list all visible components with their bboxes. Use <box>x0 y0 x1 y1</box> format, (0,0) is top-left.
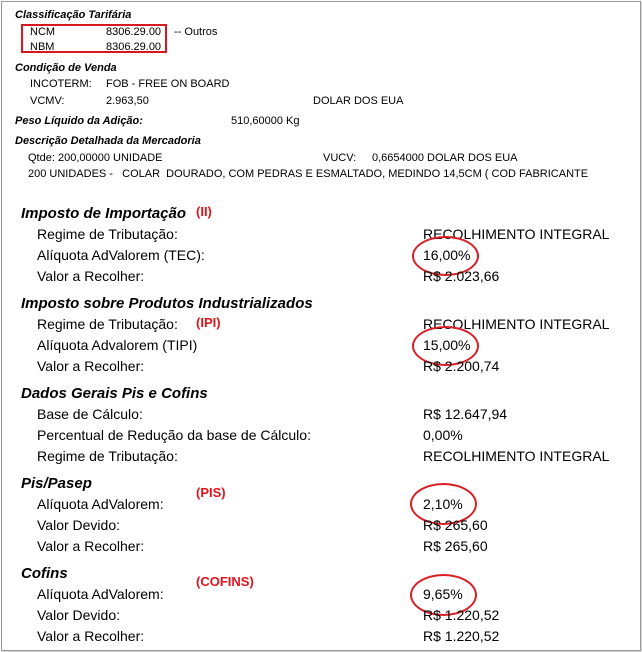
ncm-label: NCM <box>30 26 56 38</box>
base-calculo-label: Base de Cálculo: <box>37 406 143 422</box>
dados-gerais-title: Dados Gerais Pis e Cofins <box>21 385 208 402</box>
incoterm-value: FOB - FREE ON BOARD <box>106 78 230 90</box>
incoterm-label: INCOTERM: <box>30 78 92 90</box>
ipi-regime-label: Regime de Tributação: <box>37 316 178 332</box>
document-page <box>1 1 641 651</box>
peso-label: Peso Líquido da Adição: <box>15 115 143 127</box>
cofins-aliquota-label: Alíquota AdValorem: <box>37 586 164 602</box>
ipi-aliquota-label: Alíquota Advalorem (TIPI) <box>37 337 198 353</box>
ipi-recolher-value: R$ 2.200,74 <box>423 358 500 374</box>
cofins-aliquota-value: 9,65% <box>423 586 463 602</box>
descricao-title: Descrição Detalhada da Mercadoria <box>15 135 201 147</box>
percentual-reducao-value: 0,00% <box>423 427 463 443</box>
pis-recolher-value: R$ 265,60 <box>423 538 488 554</box>
peso-value: 510,60000 Kg <box>231 115 300 127</box>
pis-devido-label: Valor Devido: <box>37 517 121 533</box>
ii-regime-value: RECOLHIMENTO INTEGRAL <box>423 226 610 242</box>
ipi-tag: (IPI) <box>196 315 221 330</box>
descricao-qtde: Qtde: 200,00000 UNIDADE <box>28 152 163 164</box>
cofins-title: Cofins <box>21 565 68 582</box>
condicao-title: Condição de Venda <box>15 62 117 74</box>
cofins-recolher-label: Valor a Recolher: <box>37 628 145 644</box>
ncm-value: 8306.29.00 <box>106 26 162 38</box>
vcmv-value: 2.963,50 <box>106 95 149 107</box>
cofins-tag: (COFINS) <box>196 574 254 589</box>
dados-regime-value: RECOLHIMENTO INTEGRAL <box>423 448 610 464</box>
vucv-label: VUCV: <box>323 152 357 164</box>
nbm-value: 8306.29.00 <box>106 41 162 53</box>
ii-regime-label: Regime de Tributação: <box>37 226 178 242</box>
ipi-aliquota-value: 15,00% <box>423 337 471 353</box>
cofins-devido-value: R$ 1.220,52 <box>423 607 500 623</box>
pis-aliquota-label: Alíquota AdValorem: <box>37 496 164 512</box>
percentual-reducao-label: Percentual de Redução da base de Cálculo: <box>37 427 311 443</box>
cofins-recolher-value: R$ 1.220,52 <box>423 628 500 644</box>
pis-title: Pis/Pasep <box>21 475 92 492</box>
descricao-line: 200 UNIDADES - COLAR DOURADO, COM PEDRAS E ESMALTADO, MEDINDO 14,5CM ( COD FABRICANTE <box>28 168 589 180</box>
ipi-regime-value: RECOLHIMENTO INTEGRAL <box>423 316 610 332</box>
base-calculo-value: R$ 12.647,94 <box>423 406 508 422</box>
dados-regime-label: Regime de Tributação: <box>37 448 178 464</box>
pis-recolher-label: Valor a Recolher: <box>37 538 145 554</box>
pis-aliquota-value: 2,10% <box>423 496 463 512</box>
vcmv-label: VCMV: <box>30 95 65 107</box>
nbm-label: NBM <box>30 41 55 53</box>
ii-tag: (II) <box>196 204 212 219</box>
ii-aliquota-value: 16,00% <box>423 247 471 263</box>
cofins-devido-label: Valor Devido: <box>37 607 121 623</box>
ii-recolher-label: Valor a Recolher: <box>37 268 145 284</box>
ii-title: Imposto de Importação <box>21 205 187 222</box>
pis-devido-value: R$ 265,60 <box>423 517 488 533</box>
ipi-recolher-label: Valor a Recolher: <box>37 358 145 374</box>
ii-recolher-value: R$ 2.023,66 <box>423 268 500 284</box>
classificacao-title: Classificação Tarifária <box>15 9 132 21</box>
ncm-description: -- Outros <box>174 26 218 38</box>
vucv-value: 0,6654000 DOLAR DOS EUA <box>372 152 518 164</box>
vcmv-currency: DOLAR DOS EUA <box>313 95 404 107</box>
ii-aliquota-label: Alíquota AdValorem (TEC): <box>37 247 205 263</box>
ipi-title: Imposto sobre Produtos Industrializados <box>21 295 313 312</box>
pis-tag: (PIS) <box>196 485 226 500</box>
